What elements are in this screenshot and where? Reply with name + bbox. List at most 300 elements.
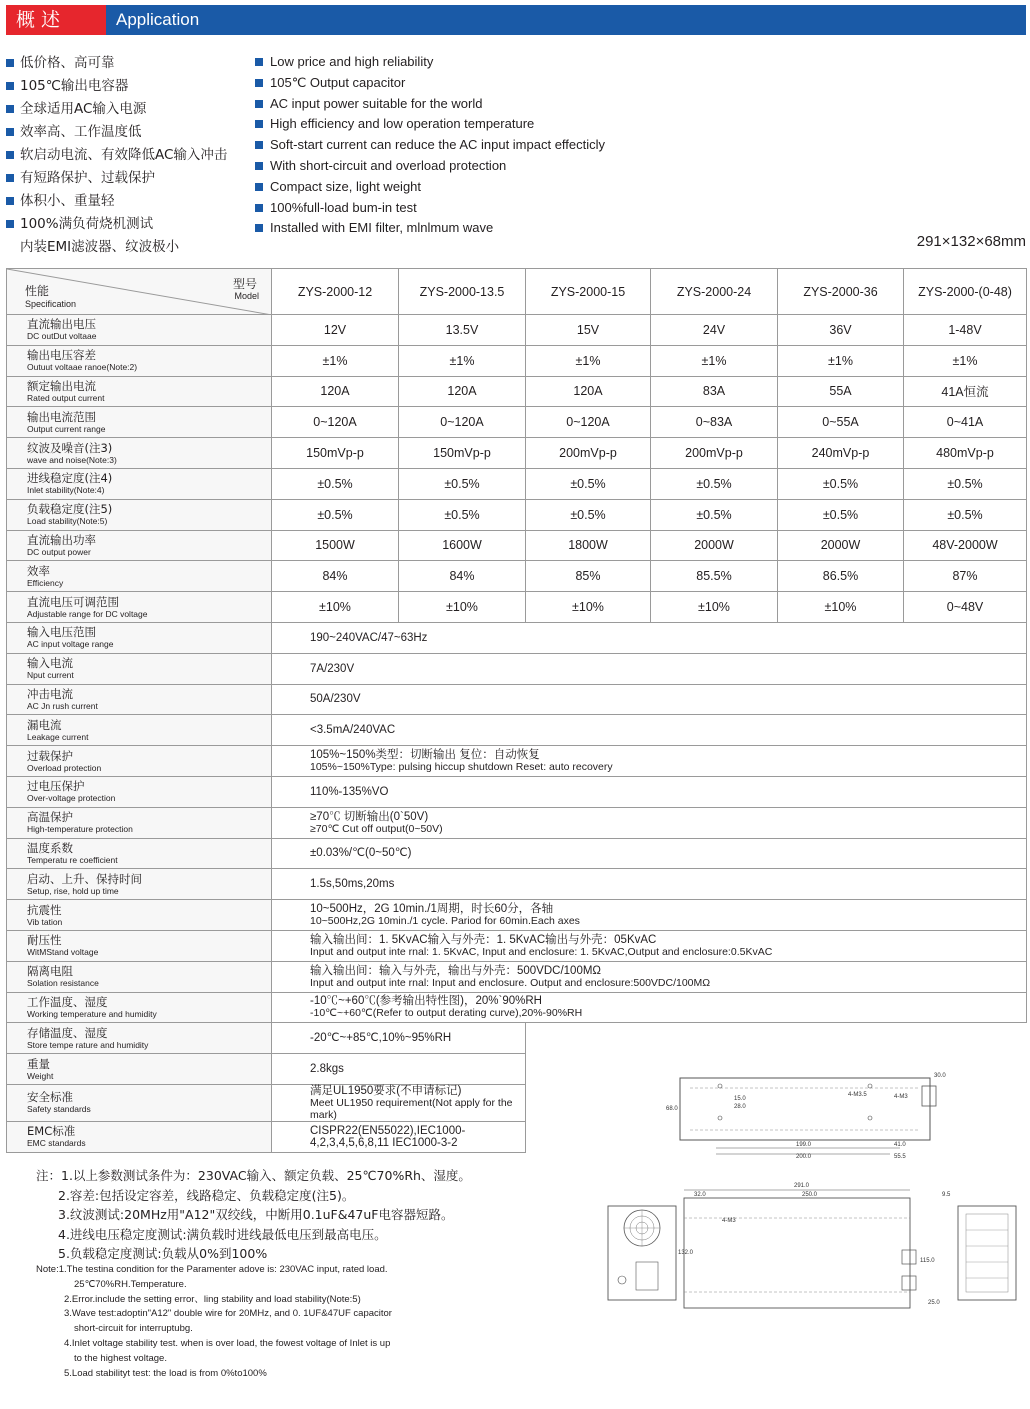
table-row xyxy=(7,930,1027,961)
spec-value-en: Input and output inte rnal: Input and enclosure. Output and enclosure:500VDC/100MΩ xyxy=(310,976,711,989)
spec-value: ±0.5% xyxy=(778,468,904,499)
spec-value: ±0.5% xyxy=(526,468,651,499)
spec-label-cell xyxy=(7,807,272,838)
spec-label-cn: 输出电流范围 xyxy=(27,409,96,424)
spec-label-cell xyxy=(7,1054,272,1085)
spec-value: ±0.5% xyxy=(778,499,904,530)
spec-label-cn: EMC标准 xyxy=(27,1124,76,1139)
table-row xyxy=(7,315,1027,346)
feature-cn-item: 低价格、高可靠 xyxy=(6,52,227,75)
spec-label-cn: 漏电流 xyxy=(27,717,62,732)
note-en-line: 5.Load stabilityt test: the load is from 0%to100% xyxy=(64,1367,267,1379)
spec-label-cell xyxy=(7,376,272,407)
table-row xyxy=(7,838,1027,869)
feature-cn-item: 105℃输出电容器 xyxy=(6,75,227,98)
dim-label: 32.0 xyxy=(694,1192,706,1198)
table-row xyxy=(7,530,1027,561)
spec-label-cell xyxy=(7,684,272,715)
table-row xyxy=(7,715,1027,746)
spec-value: 150mVp-p xyxy=(399,438,526,469)
feature-cn-item: 全球适用AC输入电源 xyxy=(6,98,227,121)
spec-label-cn: 重量 xyxy=(27,1056,50,1071)
spec-value: 0~83A xyxy=(651,407,778,438)
spec-value: -20℃~+85℃,10%~95%RH xyxy=(310,1032,452,1045)
spec-value: 83A xyxy=(651,376,778,407)
bullet-icon xyxy=(6,220,14,228)
side-view-drawing xyxy=(660,1068,950,1160)
table-row xyxy=(7,900,1027,931)
screw-hole-icon xyxy=(868,1084,872,1088)
spec-value: ±0.03%/℃(0~50℃) xyxy=(310,847,412,860)
spec-label-en: Leakage current xyxy=(27,731,89,742)
bullet-icon xyxy=(255,100,263,108)
note-en-line: to the highest voltage. xyxy=(74,1352,167,1364)
spec-value: ±1% xyxy=(651,345,778,376)
spec-value: 2000W xyxy=(651,530,778,561)
dimensions-label: 291×132×68mm xyxy=(916,233,1026,250)
spec-value: ±0.5% xyxy=(399,499,526,530)
spec-label-cell xyxy=(7,961,272,992)
spec-label-cell xyxy=(7,746,272,777)
table-row xyxy=(7,869,1027,900)
table-row xyxy=(7,961,1027,992)
bullet-icon xyxy=(255,224,263,232)
spec-value: 输入输出间：1. 5KvAC输入与外壳：1. 5KvAC输出与外壳：05KvAC xyxy=(310,933,657,946)
spec-label-en: Temperatu re coefficient xyxy=(27,854,118,865)
spec-label-cell xyxy=(7,992,272,1023)
spec-value: 2.8kgs xyxy=(310,1063,344,1076)
spec-label-en: Nput current xyxy=(27,670,74,681)
bullet-icon xyxy=(255,141,263,149)
spec-value: <3.5mA/240VAC xyxy=(310,724,396,737)
feature-en-item: Installed with EMI filter, mlnlmum wave xyxy=(255,218,605,239)
feature-cn-item: 有短路保护、过载保护 xyxy=(6,167,227,190)
bullet-icon xyxy=(6,128,14,136)
top-outline xyxy=(684,1198,910,1308)
spec-label-en: wave and noise(Note:3) xyxy=(27,454,117,465)
spec-value: ±10% xyxy=(651,592,778,623)
dim-label: 200.0 xyxy=(796,1154,812,1160)
note-en-line: 2.Error.include the setting error、ling stability and load stability(Note:5) xyxy=(64,1293,361,1305)
table-row xyxy=(7,468,1027,499)
spec-value: 12V xyxy=(272,315,399,346)
bullet-icon xyxy=(6,82,14,90)
spec-value: ±1% xyxy=(778,345,904,376)
dim-label: 115.0 xyxy=(920,1258,935,1264)
model-header: ZYS-2000-24 xyxy=(651,269,778,315)
spec-value: 50A/230V xyxy=(310,693,361,706)
spec-value: ±1% xyxy=(272,345,399,376)
table-row xyxy=(7,653,1027,684)
spec-span-cell xyxy=(272,869,1027,900)
spec-label-cn: 纹波及噪音(注3) xyxy=(27,440,113,455)
model-header: ZYS-2000-15 xyxy=(526,269,651,315)
spec-value: 0~48V xyxy=(904,592,1027,623)
spec-label-cell xyxy=(7,468,272,499)
spec-value: ±0.5% xyxy=(651,468,778,499)
spec-label-cn: 冲击电流 xyxy=(27,686,73,701)
spec-value: 150mVp-p xyxy=(272,438,399,469)
bullet-icon xyxy=(6,105,14,113)
spec-value: 0~120A xyxy=(399,407,526,438)
table-row xyxy=(7,592,1027,623)
spec-span-cell xyxy=(272,1054,526,1085)
spec-label-cn: 启动、上升、保持时间 xyxy=(27,871,142,886)
spec-label-cell xyxy=(7,407,272,438)
spec-value: 1800W xyxy=(526,530,651,561)
table-row xyxy=(7,776,1027,807)
spec-label-cn: 进线稳定度(注4) xyxy=(27,471,113,486)
dim-label: 4-M3 xyxy=(894,1094,908,1100)
note-en-line: Note:1.The testina condition for the Paramenter adove is: 230VAC input, rated load. xyxy=(36,1264,388,1275)
spec-span-cell xyxy=(272,684,1027,715)
spec-label-cell xyxy=(7,622,272,653)
spec-value: 输入输出间：输入与外壳，输出与外壳：500VDC/100MΩ xyxy=(310,964,602,977)
spec-label-en: AC Jn rush current xyxy=(27,700,98,711)
note-cn-line: 4.进线电压稳定度测试:满负载时进线最低电压到最高电压。 xyxy=(58,1226,387,1242)
feature-en-item: AC input power suitable for the world xyxy=(255,94,605,115)
spec-value: 1600W xyxy=(399,530,526,561)
note-en-line: short-circuit for interruptubg. xyxy=(74,1323,193,1335)
spec-value: ±0.5% xyxy=(399,468,526,499)
bullet-icon xyxy=(6,151,14,159)
spec-value: 0~120A xyxy=(272,407,399,438)
spec-label-cn: 性能 xyxy=(25,284,50,298)
spec-label-cn: 抗震性 xyxy=(27,902,62,917)
spec-label-cell xyxy=(7,1121,272,1152)
note-en-line: 25℃70%RH.Temperature. xyxy=(74,1278,187,1290)
dim-label: 28.0 xyxy=(734,1104,746,1110)
spec-label-en: Outuut voltaae ranoe(Note:2) xyxy=(27,362,138,373)
model-label-cn: 型号 xyxy=(232,277,257,291)
spec-label-cell xyxy=(7,438,272,469)
spec-label-cell xyxy=(7,1023,272,1054)
dim-label: 25.0 xyxy=(928,1300,940,1306)
bullet-icon xyxy=(255,162,263,170)
spec-span-cell xyxy=(272,746,1027,777)
model-label-en: Model xyxy=(234,291,259,301)
spec-label-cn: 工作温度、湿度 xyxy=(27,994,108,1009)
top-view-drawing xyxy=(606,1180,1026,1310)
header-corner-cell xyxy=(7,269,272,315)
spec-span-cell xyxy=(272,900,1027,931)
spec-label-en: Rated output current xyxy=(27,392,105,403)
spec-label-cn: 安全标准 xyxy=(27,1090,73,1105)
feature-en-item: Low price and high reliability xyxy=(255,52,605,73)
spec-value: 13.5V xyxy=(399,315,526,346)
spec-label-en: WitMStand voltage xyxy=(27,947,99,958)
spec-label-en: DC output power xyxy=(27,546,91,557)
spec-value-en: ≥70℃ Cut off output(0~50V) xyxy=(310,822,443,835)
spec-value: 7A/230V xyxy=(310,662,355,675)
spec-label-cell xyxy=(7,592,272,623)
spec-value: ±0.5% xyxy=(904,499,1027,530)
screw-hole-icon xyxy=(868,1116,872,1120)
spec-value-en: -10℃~+60℃(Refer to output derating curve),20%-90%RH xyxy=(310,1007,583,1020)
table-row xyxy=(7,746,1027,777)
dim-label: 250.0 xyxy=(802,1192,818,1198)
spec-value: 满足UL1950要求(不申请标记) xyxy=(310,1084,462,1097)
note-cn-line: 3.纹波测试:20MHz用"A12"双绞线，中断用0.1uF&47uF电容器短路。 xyxy=(58,1207,454,1222)
header-title-en: Application xyxy=(116,10,200,29)
model-header: ZYS-2000-13.5 xyxy=(399,269,526,315)
spec-span-cell xyxy=(272,992,1027,1023)
feature-en-item: Soft-start current can reduce the AC input impact effecticly xyxy=(255,135,605,156)
bullet-icon xyxy=(255,58,263,66)
dim-label: 199.0 xyxy=(796,1142,812,1148)
spec-label-en: Over-voltage protection xyxy=(27,793,116,804)
feature-en-item: With short-circuit and overload protection xyxy=(255,156,605,177)
output-terminal xyxy=(902,1276,916,1290)
features-cn-list xyxy=(6,52,227,259)
dim-label: 68.0 xyxy=(666,1106,678,1112)
spec-value: 1.5s,50ms,20ms xyxy=(310,878,395,891)
spec-label-en: Inlet stability(Note:4) xyxy=(27,485,105,496)
spec-value: ±1% xyxy=(904,345,1027,376)
spec-span-cell xyxy=(272,1023,526,1054)
screw-hole-icon xyxy=(718,1084,722,1088)
spec-value: 110%-135%VO xyxy=(310,785,389,798)
spec-label-en: Weight xyxy=(27,1070,54,1081)
spec-label-cn: 存储温度、湿度 xyxy=(27,1025,108,1040)
spec-label-cn: 额定输出电流 xyxy=(27,378,96,393)
spec-value: ±0.5% xyxy=(526,499,651,530)
spec-label-cn: 温度系数 xyxy=(27,840,73,855)
bullet-icon xyxy=(6,174,14,182)
notes-cn xyxy=(36,1166,471,1264)
dim-label: 30.0 xyxy=(934,1073,946,1079)
spec-value: 15V xyxy=(526,315,651,346)
spec-value: 55A xyxy=(778,376,904,407)
bullet-icon xyxy=(255,204,263,212)
spec-value: 85% xyxy=(526,561,651,592)
spec-value-en: 10~500Hz,2G 10min./1 cycle. Pariod for 60min.Each axes xyxy=(310,915,580,928)
spec-value: ±0.5% xyxy=(904,468,1027,499)
header-title-cn: 概述 xyxy=(6,5,106,35)
spec-value: ±1% xyxy=(526,345,651,376)
spec-value: CISPR22(EN55022),IEC1000-4,2,3,4,5,6,8,11 IEC1000-3-2 xyxy=(310,1124,466,1149)
model-header: ZYS-2000-36 xyxy=(778,269,904,315)
spec-span-cell xyxy=(272,807,1027,838)
spec-value: ±0.5% xyxy=(651,499,778,530)
model-header: ZYS-2000-12 xyxy=(272,269,399,315)
spec-value: 0~41A xyxy=(904,407,1027,438)
feature-cn-item: 100%满负荷烧机测试 xyxy=(6,213,227,236)
screw-hole-icon xyxy=(718,1116,722,1120)
spec-label-cell xyxy=(7,345,272,376)
feature-en-item: 105℃ Output capacitor xyxy=(255,73,605,94)
spec-value: 10~500Hz，2G 10min./1周期，时长60分，各轴 xyxy=(310,903,554,916)
spec-span-cell xyxy=(272,776,1027,807)
spec-label-cell xyxy=(7,776,272,807)
spec-span-cell xyxy=(272,930,1027,961)
spec-value: 86.5% xyxy=(778,561,904,592)
spec-value: -10℃~+60℃(参考输出特性图)，20%`90%RH xyxy=(310,995,542,1008)
spec-label-cn: 直流输出功率 xyxy=(27,532,96,547)
spec-label-cn: 直流输出电压 xyxy=(27,317,96,332)
note-en-line: 3.Wave test:adoptin"A12" double wire for 20MHz, and 0. 1UF&47UF capacitor xyxy=(64,1308,392,1320)
feature-en-item: 100%full-load bum-in test xyxy=(255,198,605,219)
dim-label: 55.5 xyxy=(894,1154,906,1160)
spec-label-cell xyxy=(7,838,272,869)
spec-span-cell xyxy=(272,838,1027,869)
spec-label-en: Vib tation xyxy=(27,916,63,927)
features-en-list xyxy=(255,52,605,239)
spec-value: 24V xyxy=(651,315,778,346)
spec-label-en: EMC standards xyxy=(27,1138,86,1149)
feature-en-item: High efficiency and low operation temperature xyxy=(255,114,605,135)
table-row xyxy=(7,376,1027,407)
feature-cn-item: 软启动电流、有效降低AC输入冲击 xyxy=(6,144,227,167)
bullet-icon xyxy=(255,79,263,87)
spec-label-cell xyxy=(7,715,272,746)
spec-value-en: Input and output inte rnal: 1. 5KvAC, Input and enclosure: 1. 5KvAC,Output and enclosure:0.5KvAC xyxy=(310,945,773,958)
table-row xyxy=(7,684,1027,715)
spec-value: 120A xyxy=(399,376,526,407)
spec-value: 1500W xyxy=(272,530,399,561)
spec-value: 84% xyxy=(272,561,399,592)
side-terminal xyxy=(922,1086,936,1106)
model-header: ZYS-2000-(0-48) xyxy=(904,269,1027,315)
spec-value-en: Meet UL1950 requirement(Not apply for the mark) xyxy=(310,1096,513,1121)
spec-value: 41A恒流 xyxy=(904,376,1027,407)
table-row xyxy=(7,499,1027,530)
table-row xyxy=(7,807,1027,838)
spec-label-cn: 输入电流 xyxy=(27,656,73,671)
spec-label-cell xyxy=(7,869,272,900)
spec-label-en: Efficiency xyxy=(27,577,64,588)
spec-value: 0~55A xyxy=(778,407,904,438)
spec-value: ±0.5% xyxy=(272,499,399,530)
table-header-row xyxy=(7,269,1027,315)
spec-value: 84% xyxy=(399,561,526,592)
spec-value: 480mVp-p xyxy=(904,438,1027,469)
spec-label-cn: 直流电压可调范围 xyxy=(27,594,119,609)
note-cn-line: 2.容差:包括设定容差，线路稳定、负载稳定度(注5)。 xyxy=(58,1187,355,1203)
spec-label-cn: 输出电压容差 xyxy=(27,348,96,363)
table-row xyxy=(7,992,1027,1023)
spec-label-cn: 过电压保护 xyxy=(27,779,85,794)
spec-span-cell xyxy=(272,715,1027,746)
spec-label-cell xyxy=(7,315,272,346)
spec-label-cn: 高温保护 xyxy=(27,810,73,825)
spec-label-cell xyxy=(7,900,272,931)
spec-span-cell xyxy=(272,1121,526,1152)
spec-value: 85.5% xyxy=(651,561,778,592)
spec-value: ±0.5% xyxy=(272,468,399,499)
spec-value: 190~240VAC/47~63Hz xyxy=(310,631,428,644)
bullet-icon xyxy=(6,197,14,205)
spec-label-en: Load stability(Note:5) xyxy=(27,516,108,527)
spec-label-cn: 过载保护 xyxy=(27,748,73,763)
bullet-icon xyxy=(255,183,263,191)
spec-value: 120A xyxy=(526,376,651,407)
bullet-icon xyxy=(6,59,14,67)
spec-value: 1-48V xyxy=(904,315,1027,346)
output-end-outline xyxy=(958,1206,1016,1300)
spec-span-cell xyxy=(272,622,1027,653)
spec-label-cn: 输入电压范围 xyxy=(27,625,96,640)
spec-label-cn: 负载稳定度(注5) xyxy=(27,502,113,517)
side-outline xyxy=(680,1078,930,1140)
notes-en xyxy=(36,1263,392,1381)
feature-en-item: Compact size, light weight xyxy=(255,177,605,198)
note-en-line: 4.Inlet voltage stability test. when is over load, the fowest voltage of Inlet is up xyxy=(64,1337,391,1349)
dim-label: 291.0 xyxy=(794,1183,810,1189)
spec-label-cell xyxy=(7,561,272,592)
spec-value: 200mVp-p xyxy=(651,438,778,469)
dim-label: 41.0 xyxy=(894,1142,906,1148)
spec-span-cell xyxy=(272,961,1027,992)
note-cn-line: 5.负载稳定度测试:负载从0%到100% xyxy=(58,1246,268,1261)
spec-value: ±1% xyxy=(399,345,526,376)
spec-label-en: Output current range xyxy=(27,423,106,434)
dim-label: 132.0 xyxy=(678,1250,694,1256)
table-row xyxy=(7,622,1027,653)
spec-label-en: Working temperature and humidity xyxy=(27,1008,157,1019)
spec-label-en: Adjustable range for DC voltage xyxy=(27,608,148,619)
table-row xyxy=(7,1023,1027,1054)
spec-value-en: 105%~150%Type: pulsing hiccup shutdown Reset: auto recovery xyxy=(310,761,613,774)
spec-label-en: Setup, rise, hold up time xyxy=(27,885,119,896)
spec-label-cell xyxy=(7,930,272,961)
spec-value: ±10% xyxy=(272,592,399,623)
spec-value: ±10% xyxy=(778,592,904,623)
feature-cn-item: 效率高、工作温度低 xyxy=(6,121,227,144)
table-row xyxy=(7,345,1027,376)
spec-value: 240mVp-p xyxy=(778,438,904,469)
table-row xyxy=(7,438,1027,469)
spec-value: 48V-2000W xyxy=(904,530,1027,561)
feature-cn-item: 体积小、重量轻 xyxy=(6,190,227,213)
spec-value: 2000W xyxy=(778,530,904,561)
spec-label-cell xyxy=(7,530,272,561)
spec-label-en: AC input voltage range xyxy=(27,639,114,650)
spec-label-cn: 隔离电阻 xyxy=(27,964,73,979)
spec-label-en: Overload protection xyxy=(27,762,102,773)
terminal-block xyxy=(636,1262,658,1290)
dim-label: 4-M3 xyxy=(722,1218,736,1224)
spec-label-cell xyxy=(7,653,272,684)
note-cn-line: 注：1.以上参数测试条件为：230VAC输入、额定负载、25℃70%Rh、湿度。 xyxy=(36,1168,471,1183)
spec-label-cell xyxy=(7,499,272,530)
spec-label-en: Specification xyxy=(25,299,77,309)
spec-value: 120A xyxy=(272,376,399,407)
spec-value: 36V xyxy=(778,315,904,346)
spec-value: ±10% xyxy=(399,592,526,623)
spec-value: ±10% xyxy=(526,592,651,623)
spec-value: 87% xyxy=(904,561,1027,592)
spec-label-en: Solation resistance xyxy=(27,978,99,989)
spec-label-en: Safety standards xyxy=(27,1104,91,1115)
spec-label-en: Store tempe rature and humidity xyxy=(27,1039,149,1050)
spec-label-en: High-temperature protection xyxy=(27,824,133,835)
section-header xyxy=(6,5,1026,35)
spec-label-cn: 效率 xyxy=(27,563,50,578)
table-row xyxy=(7,407,1027,438)
dim-label: 4-M3.5 xyxy=(848,1092,867,1098)
dim-label: 9.5 xyxy=(942,1192,951,1198)
output-terminal xyxy=(902,1250,916,1264)
dim-label: 15.0 xyxy=(734,1096,746,1102)
spec-value: 200mVp-p xyxy=(526,438,651,469)
spec-label-cell xyxy=(7,1084,272,1121)
spec-span-cell xyxy=(272,1084,526,1121)
spec-table xyxy=(6,268,1027,1153)
spec-value: 0~120A xyxy=(526,407,651,438)
table-row xyxy=(7,561,1027,592)
spec-label-en: DC outDut voltaae xyxy=(27,331,97,342)
